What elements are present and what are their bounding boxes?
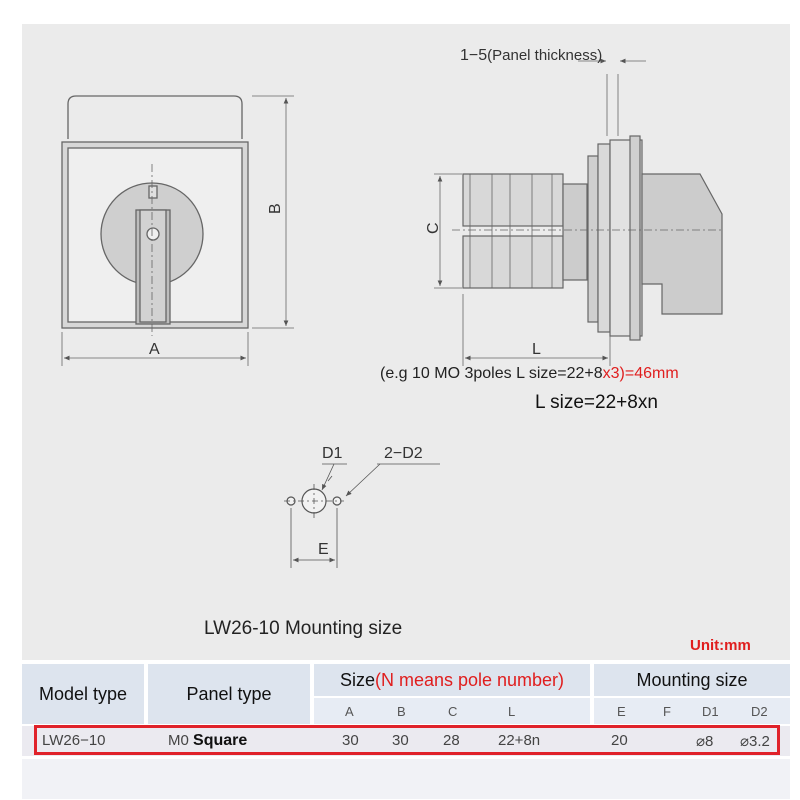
label-b: B: [267, 203, 284, 214]
cell-panel-code: M0: [168, 732, 194, 749]
cell-model: LW26−10: [42, 732, 106, 749]
cell-l: 22+8n: [498, 732, 541, 749]
label-c: C: [425, 222, 442, 234]
col-d1: D1: [702, 704, 719, 719]
example-part2: x3)=46mm: [602, 365, 679, 382]
col-c: C: [448, 704, 458, 719]
label-l: L: [532, 341, 541, 358]
spec-table: [22, 664, 790, 800]
panel-thickness-text: (Panel thickness): [487, 47, 603, 64]
technical-drawing: [22, 24, 790, 660]
header-size-note: (N means pole number): [374, 669, 565, 690]
l-size-formula: L size=22+8xn: [535, 392, 658, 413]
col-l: L: [508, 704, 516, 719]
label-e: E: [318, 541, 329, 558]
header-panel-type: [148, 664, 310, 724]
header-model-type: [22, 664, 144, 724]
header-size: [314, 664, 590, 696]
col-f: F: [663, 704, 671, 719]
example-part1: (e.g 10 MO 3poles L size=22+8: [380, 365, 603, 382]
drawing-title: LW26-10 Mounting size: [204, 618, 403, 639]
header-model-label: Model type: [38, 683, 128, 704]
header-size-label: Size: [339, 669, 375, 690]
highlight-box: [34, 725, 780, 755]
cell-a: 30: [342, 732, 359, 749]
col-d2: D2: [751, 704, 768, 719]
header-mounting-label: Mounting size: [636, 669, 748, 690]
table-row-next: [22, 759, 790, 799]
label-d1: D1: [322, 445, 343, 462]
drawing-area: [22, 24, 790, 660]
col-e: E: [617, 704, 626, 719]
front-view: [62, 96, 294, 366]
example-note: [380, 365, 679, 383]
header-mounting-size: [594, 664, 790, 696]
header-panel-label: Panel type: [186, 683, 272, 704]
cell-c: 28: [443, 732, 460, 749]
panel-cutout: [284, 464, 440, 568]
label-a: A: [149, 341, 160, 358]
cell-d1: ⌀8: [696, 733, 714, 750]
cell-d2: ⌀3.2: [740, 733, 770, 750]
cell-panel-type: Square: [193, 732, 248, 749]
cell-e: 20: [611, 732, 628, 749]
label-d2: 2−D2: [384, 445, 423, 462]
panel-thickness-note: [460, 47, 602, 65]
col-b: B: [397, 704, 406, 719]
side-view: [434, 61, 722, 366]
panel-thickness-range: 1−5: [460, 47, 488, 64]
col-a: A: [345, 704, 354, 719]
unit-label: Unit:mm: [690, 637, 751, 654]
cell-b: 30: [392, 732, 409, 749]
